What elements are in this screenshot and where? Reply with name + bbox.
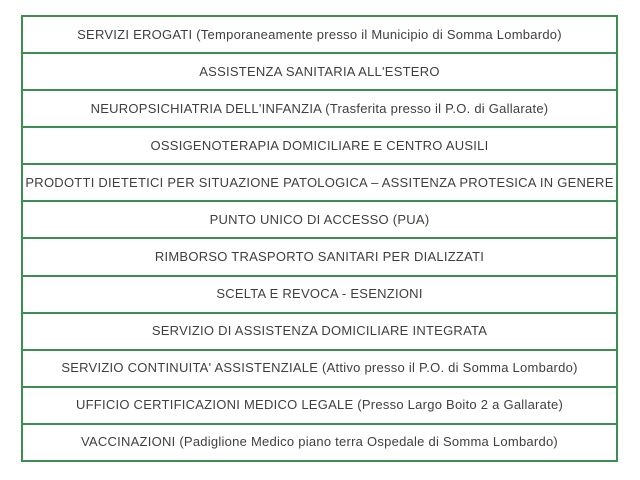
service-row-label: SERVIZI EROGATI (Temporaneamente presso il Municipio di Somma Lombardo) — [77, 26, 562, 42]
table-row — [23, 351, 616, 388]
table-row — [23, 277, 616, 314]
service-row-label: NEUROPSICHIATRIA DELL'INFANZIA (Trasferita presso il P.O. di Gallarate) — [90, 100, 549, 116]
service-row-label: SERVIZIO CONTINUITA' ASSISTENZIALE (Attivo presso il P.O. di Somma Lombardo) — [61, 360, 578, 376]
table-row — [23, 202, 616, 239]
table-row — [23, 128, 616, 165]
service-row-label: PRODOTTI DIETETICI PER SITUAZIONE PATOLOGICA – ASSITENZA PROTESICA IN GENERE — [25, 174, 614, 190]
table-row — [23, 17, 616, 54]
table-row — [23, 165, 616, 202]
table-row — [23, 388, 616, 425]
service-row-label: PUNTO UNICO DI ACCESSO (PUA) — [209, 211, 430, 227]
table-row — [23, 54, 616, 91]
table-row — [23, 239, 616, 276]
service-row-label: OSSIGENOTERAPIA DOMICILIARE E CENTRO AUSILI — [150, 137, 489, 153]
service-row-label: RIMBORSO TRASPORTO SANITARI PER DIALIZZATI — [154, 249, 485, 264]
service-row-label: VACCINAZIONI (Padiglione Medico piano terra Ospedale di Somma Lombardo) — [80, 434, 559, 450]
service-row-label: SERVIZIO DI ASSISTENZA DOMICILIARE INTEGRATA — [151, 323, 488, 339]
table-row — [23, 425, 616, 460]
service-row-label: ASSISTENZA SANITARIA ALL'ESTERO — [199, 63, 440, 79]
service-row-label: UFFICIO CERTIFICAZIONI MEDICO LEGALE (Presso Largo Boito 2 a Gallarate) — [75, 397, 564, 413]
table-row — [23, 314, 616, 351]
service-row-label: SCELTA E REVOCA - ESENZIONI — [216, 286, 423, 302]
table-row — [23, 91, 616, 128]
services-table — [21, 15, 618, 462]
